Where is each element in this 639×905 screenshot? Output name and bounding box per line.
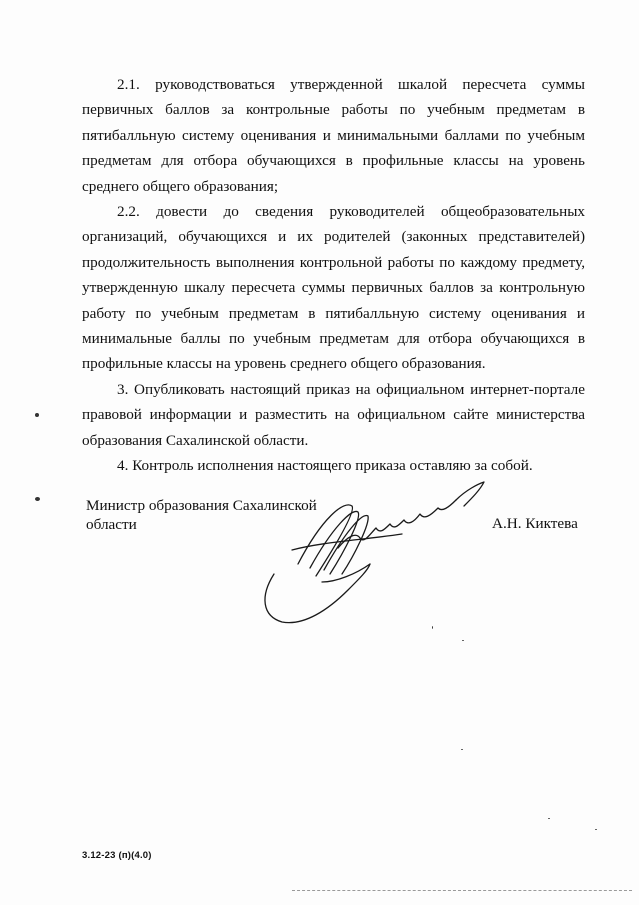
paragraph-3: 3. Опубликовать настоящий приказ на официальном интернет-портале правовой информации и разместить на официальном сайте министерства образования Сахалинской области. [82, 380, 585, 449]
paragraph-4: 4. Контроль исполнения настоящего приказа оставляю за собой. [117, 457, 533, 475]
paragraph-2-2: 2.2. довести до сведения руководителей общеобразовательных организаций, обучающихся и их родителей (законных представителей) продолжительность выполнения контрольной работы по каждому предмету, утвержденную шкалу пересчета суммы первичных баллов за контрольную работу по учебным предметам в пятибалльную систему оценивания и минимальные баллы по учебным предметам для отбора обучающихся в профильные классы на уровень среднего общего образования. [82, 203, 585, 373]
scan-speck [35, 413, 39, 417]
scan-speck [432, 626, 433, 629]
scan-speck [595, 829, 597, 830]
signatory-name: А.Н. Киктева [492, 515, 578, 532]
document-code: 3.12-23 (п)(4.0) [82, 850, 152, 861]
scan-speck [548, 818, 550, 819]
handwritten-signature [252, 478, 502, 628]
document-body [82, 72, 585, 479]
page-bottom-edge [292, 890, 632, 892]
paragraph-2-1: 2.1. руководствоваться утвержденной шкалой пересчета суммы первичных баллов за контрольные работы по учебным предметам в пятибалльную систему оценивания и минимальными баллами по учебным предметам для отбора обучающихся в профильные классы на уровень среднего общего образования; [82, 76, 585, 195]
signatory-title-line-2: области [86, 516, 137, 533]
signatory-title-line-1: Министр образования Сахалинской [86, 497, 317, 514]
scan-speck [461, 749, 463, 750]
scan-speck [462, 640, 464, 641]
scan-speck [35, 497, 40, 501]
